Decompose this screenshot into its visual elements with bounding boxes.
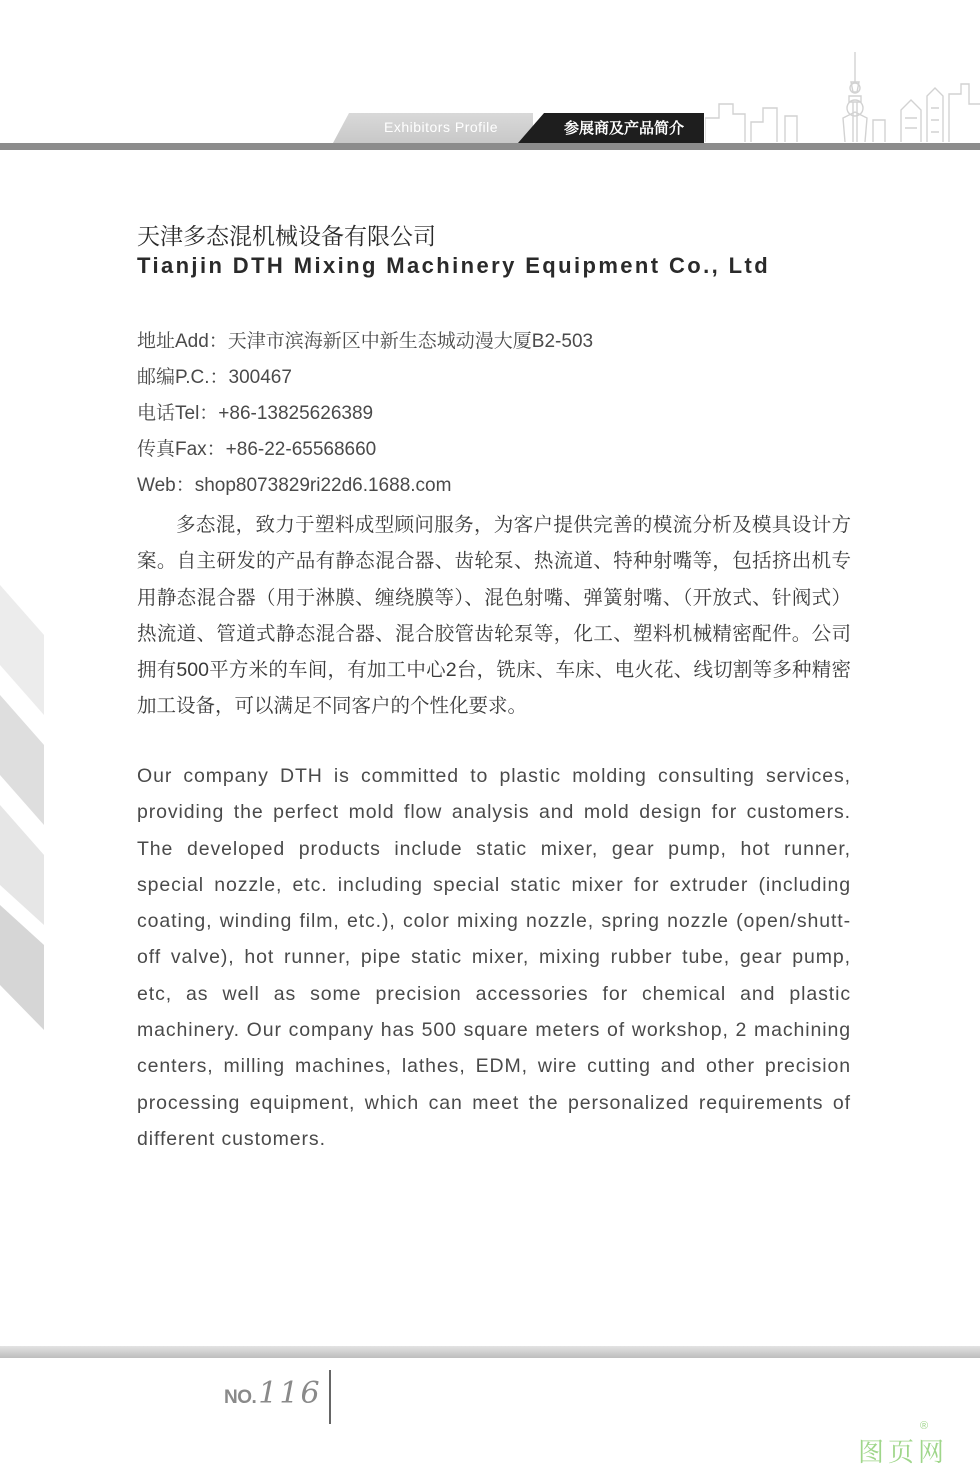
city-skyline-icon — [705, 48, 980, 144]
watermark-logo: 图页网 — [858, 1437, 949, 1467]
contact-web: Web：shop8073829ri22d6.1688.com — [137, 475, 452, 496]
footer-rule — [0, 1346, 980, 1358]
page-number-prefix: NO. — [224, 1387, 257, 1408]
watermark-registered-mark: ® — [920, 1420, 929, 1432]
footer-divider — [329, 1370, 331, 1424]
contact-tel: 电话Tel：+86-13825626389 — [137, 403, 374, 424]
page-number — [224, 1376, 322, 1411]
company-name-en: Tianjin DTH Mixing Machinery Equipment Co., Ltd — [137, 253, 771, 278]
contact-postcode: 邮编P.C.：300467 — [137, 367, 292, 388]
contact-address: 地址Add：天津市滨海新区中新生态城动漫大厦B2-503 — [137, 331, 594, 352]
header-tab-en-label: Exhibitors Profile — [384, 119, 499, 135]
company-description-cn: 多态混，致力于塑料成型顾问服务，为客户提供完善的模流分析及模具设计方案。自主研发的产品有静态混合器、齿轮泵、热流道、特种射嘴等，包括挤出机专用静态混合器（用于淋膜、缠绕膜等）、混色射嘴、弹簧射嘴、（开放式、针阀式）热流道、管道式静态混合器、混合胶管齿轮泵等，化工、塑料机械精密配件。公司拥有500平方米的车间，有加工中心2台，铣床、车床、电火花、线切割等多种精密加工设备，可以满足不同客户的个性化要求。 — [137, 514, 851, 718]
page-number-value: 116 — [258, 1376, 322, 1411]
company-description-en: Our company DTH is committed to plastic molding consulting services, providing the perfect mold flow analysis and mold design for customers. The developed products include static mixer, gear pump, hot runner, special nozzle, etc. including special static mixer for extruder (including coating, winding film, etc.), color mixing nozzle, spring nozzle (open/shutt-off valve), hot runner, pipe static mixer, mixing rubber tube, gear pump, etc, as well as some precision accessories for chemical and plastic machinery. Our company has 500 square meters of workshop, 2 machining centers, milling machines, lathes, EDM, wire cutting and other precision processing equipment, which can meet the personalized requirements of different customers. — [137, 765, 851, 1150]
left-edge-stripes-decoration — [0, 565, 48, 1035]
contact-fax: 传真Fax：+86-22-65568660 — [137, 439, 377, 460]
company-name-cn: 天津多态混机械设备有限公司 — [137, 223, 436, 249]
contact-info — [137, 324, 857, 504]
header-tab-cn-label: 参展商及产品简介 — [564, 119, 685, 137]
header-rule — [0, 143, 980, 150]
